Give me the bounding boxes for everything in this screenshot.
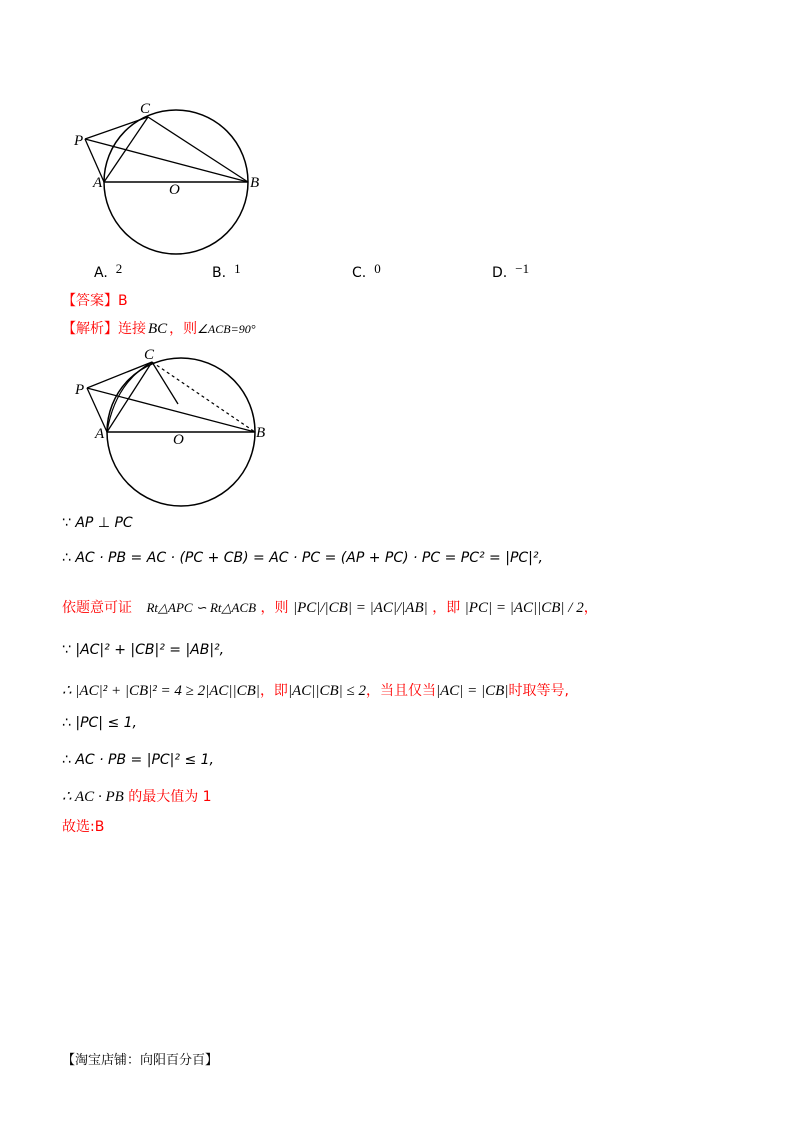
step-1: ∵ AP ⊥ PC bbox=[62, 515, 133, 531]
option-c-value: 0 bbox=[374, 261, 381, 276]
label-c: C bbox=[140, 101, 151, 117]
step-3 bbox=[62, 597, 598, 617]
footer: 【淘宝店铺：向阳百分百】 bbox=[62, 1053, 219, 1068]
option-a-letter: A. bbox=[94, 265, 108, 281]
step-3-similar: Rt△APC ∽ Rt△ACB bbox=[146, 600, 257, 615]
step-3-ratio: |PC|/|CB| = |AC|/|AB| bbox=[292, 600, 428, 616]
segment-pc-2 bbox=[87, 362, 152, 388]
segment-ac bbox=[104, 117, 148, 182]
option-a-value: 2 bbox=[115, 261, 123, 276]
step-8 bbox=[62, 786, 212, 806]
option-d bbox=[492, 261, 530, 281]
step-5-when: ，当且仅当 bbox=[366, 683, 436, 699]
option-c bbox=[352, 261, 381, 281]
answer-line bbox=[62, 290, 128, 310]
segment-pb bbox=[85, 139, 248, 182]
step-3-ie: ，即 bbox=[432, 600, 461, 616]
segment-cb-dashed bbox=[152, 362, 255, 432]
figure-2 bbox=[60, 343, 280, 528]
step-5-end: 时取等号, bbox=[508, 683, 569, 699]
label-a: A bbox=[93, 175, 103, 191]
label-o-2: O bbox=[173, 432, 184, 448]
step-3-end: ， bbox=[583, 600, 598, 616]
step-4: ∵ |AC|² + |CB|² = |AB|², bbox=[62, 642, 225, 658]
step-8-math: ∴ AC · PB bbox=[62, 789, 124, 805]
option-d-letter: D. bbox=[492, 265, 508, 281]
segment-pc bbox=[85, 117, 148, 139]
step-8-text: 的最大值为 1 bbox=[128, 789, 212, 805]
figure-1 bbox=[60, 95, 280, 280]
option-b bbox=[212, 261, 241, 281]
analysis-label: 【解析】 bbox=[62, 321, 118, 337]
step-3-text: 依题意可证 bbox=[62, 600, 132, 616]
step-5-cond: |AC| = |CB| bbox=[436, 683, 509, 699]
analysis-intro: 连接 bbox=[118, 321, 146, 337]
label-a-2: A bbox=[95, 426, 105, 442]
label-p-2: P bbox=[75, 382, 85, 398]
label-b: B bbox=[250, 175, 260, 191]
option-b-letter: B. bbox=[212, 265, 227, 281]
step-5-ie: ，即 bbox=[259, 683, 288, 699]
segment-cb bbox=[148, 117, 248, 182]
step-5 bbox=[62, 680, 569, 700]
label-o: O bbox=[169, 182, 180, 198]
segment-ac-2 bbox=[107, 362, 152, 432]
step-7: ∴ AC · PB = |PC|² ≤ 1, bbox=[62, 752, 214, 768]
answer-value: B bbox=[118, 293, 128, 309]
label-p: P bbox=[74, 133, 84, 149]
segment-c-mid bbox=[152, 362, 178, 404]
step-9: 故选:B bbox=[62, 819, 105, 835]
answer-label: 【答案】 bbox=[62, 293, 118, 309]
step-3-then: ，则 bbox=[260, 600, 289, 616]
step-5-math: ∴ |AC|² + |CB|² = 4 ≥ 2|AC||CB| bbox=[62, 683, 260, 699]
option-d-value: −1 bbox=[515, 261, 530, 276]
label-b-2: B bbox=[256, 425, 266, 441]
step-6: ∴ |PC| ≤ 1, bbox=[62, 715, 137, 731]
analysis-line bbox=[62, 318, 256, 338]
analysis-bc: BC bbox=[148, 321, 168, 337]
analysis-then: ，则 bbox=[169, 321, 198, 337]
option-a bbox=[94, 261, 123, 281]
label-c-2: C bbox=[144, 347, 155, 363]
step-5-result: |AC||CB| ≤ 2 bbox=[287, 683, 366, 699]
step-2: ∴ AC · PB = AC · (PC + CB) = AC · PC = (AP + PC) · PC = PC² = |PC|², bbox=[62, 550, 543, 566]
option-b-value: 1 bbox=[234, 261, 241, 276]
analysis-angle: ∠ACB=90° bbox=[197, 322, 256, 336]
step-3-result: |PC| = |AC||CB| / 2 bbox=[464, 600, 584, 616]
option-c-letter: C. bbox=[352, 265, 367, 281]
